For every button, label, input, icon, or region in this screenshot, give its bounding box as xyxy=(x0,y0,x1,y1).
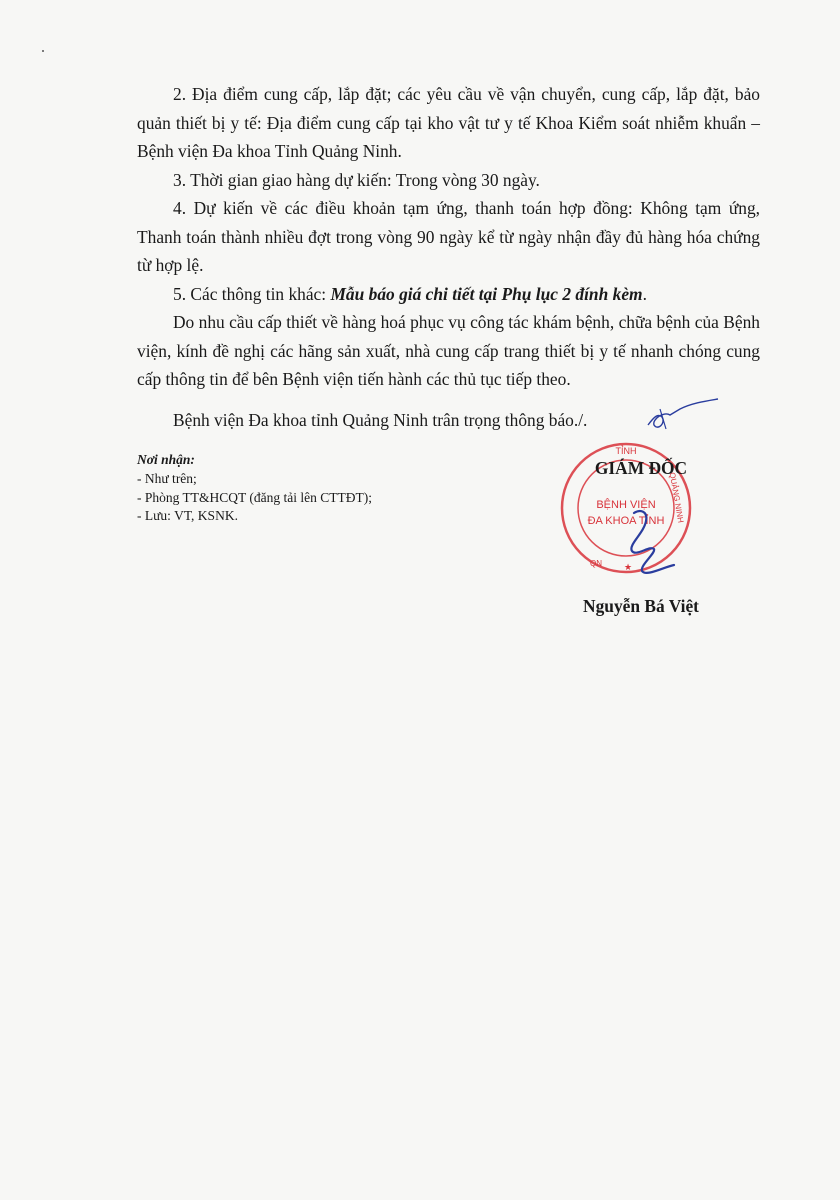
paragraph-other-info xyxy=(137,280,760,309)
appendix-reference: Mẫu báo giá chi tiết tại Phụ lục 2 đính kèm xyxy=(330,283,643,304)
recipient-item: - Phòng TT&HCQT (đăng tải lên CTTĐT); xyxy=(137,489,372,505)
star-icon: ★ xyxy=(623,562,633,572)
paragraph-delivery-time: 3. Thời gian giao hàng dự kiến: Trong vòng 30 ngày. xyxy=(173,169,540,190)
signer-name: Nguyễn Bá Việt xyxy=(583,596,699,616)
scan-speck xyxy=(42,50,44,52)
stamp-top-text: TỈNH xyxy=(615,446,637,456)
recipients-block xyxy=(137,451,517,526)
recipient-item: - Như trên; xyxy=(137,470,197,486)
recipients-heading: Nơi nhận: xyxy=(137,452,195,467)
recipient-item: - Lưu: VT, KSNK. xyxy=(137,508,238,524)
other-info-label: 5. Các thông tin khác: xyxy=(173,283,331,304)
handwritten-signature xyxy=(620,505,680,580)
stamp-bottom-text: QN xyxy=(590,559,602,568)
stamp-line-1: BỆNH VIỆN xyxy=(596,499,656,511)
signer-title: GIÁM ĐỐC xyxy=(594,458,688,478)
paragraph-closing: Bệnh viện Đa khoa tỉnh Quảng Ninh trân trọng thông báo./. xyxy=(173,409,588,430)
paragraph-request: Do nhu cầu cấp thiết về hàng hoá phục vụ công tác khám bệnh, chữa bệnh của Bệnh viện, kính đề nghị các hãng sản xuất, nhà cung cấp trang thiết bị y tế nhanh chóng cung cấp thông tin để bên Bệnh viện tiến hành các thủ tục tiếp theo. xyxy=(137,312,760,389)
initial-mark xyxy=(640,395,720,440)
paragraph-delivery-location: 2. Địa điểm cung cấp, lắp đặt; các yêu cầu về vận chuyển, cung cấp, lắp đặt, bảo quản thiết bị y tế: Địa điểm cung cấp tại kho vật tư y tế Khoa Kiểm soát nhiễm khuẩn – Bệnh viện Đa khoa Tỉnh Quảng Ninh. xyxy=(137,84,760,161)
letter-body xyxy=(137,80,760,434)
paragraph-payment-terms: 4. Dự kiến về các điều khoản tạm ứng, thanh toán hợp đồng: Không tạm ứng, Thanh toán thành nhiều đợt trong vòng 90 ngày kể từ ngày nhận đầy đủ hàng hóa chứng từ hợp lệ. xyxy=(137,198,760,275)
stamp-arc-text: QUẢNG NINH xyxy=(667,471,686,524)
other-info-end: . xyxy=(642,283,647,304)
stamp-line-2: ĐA KHOA TỈNH xyxy=(587,515,665,527)
